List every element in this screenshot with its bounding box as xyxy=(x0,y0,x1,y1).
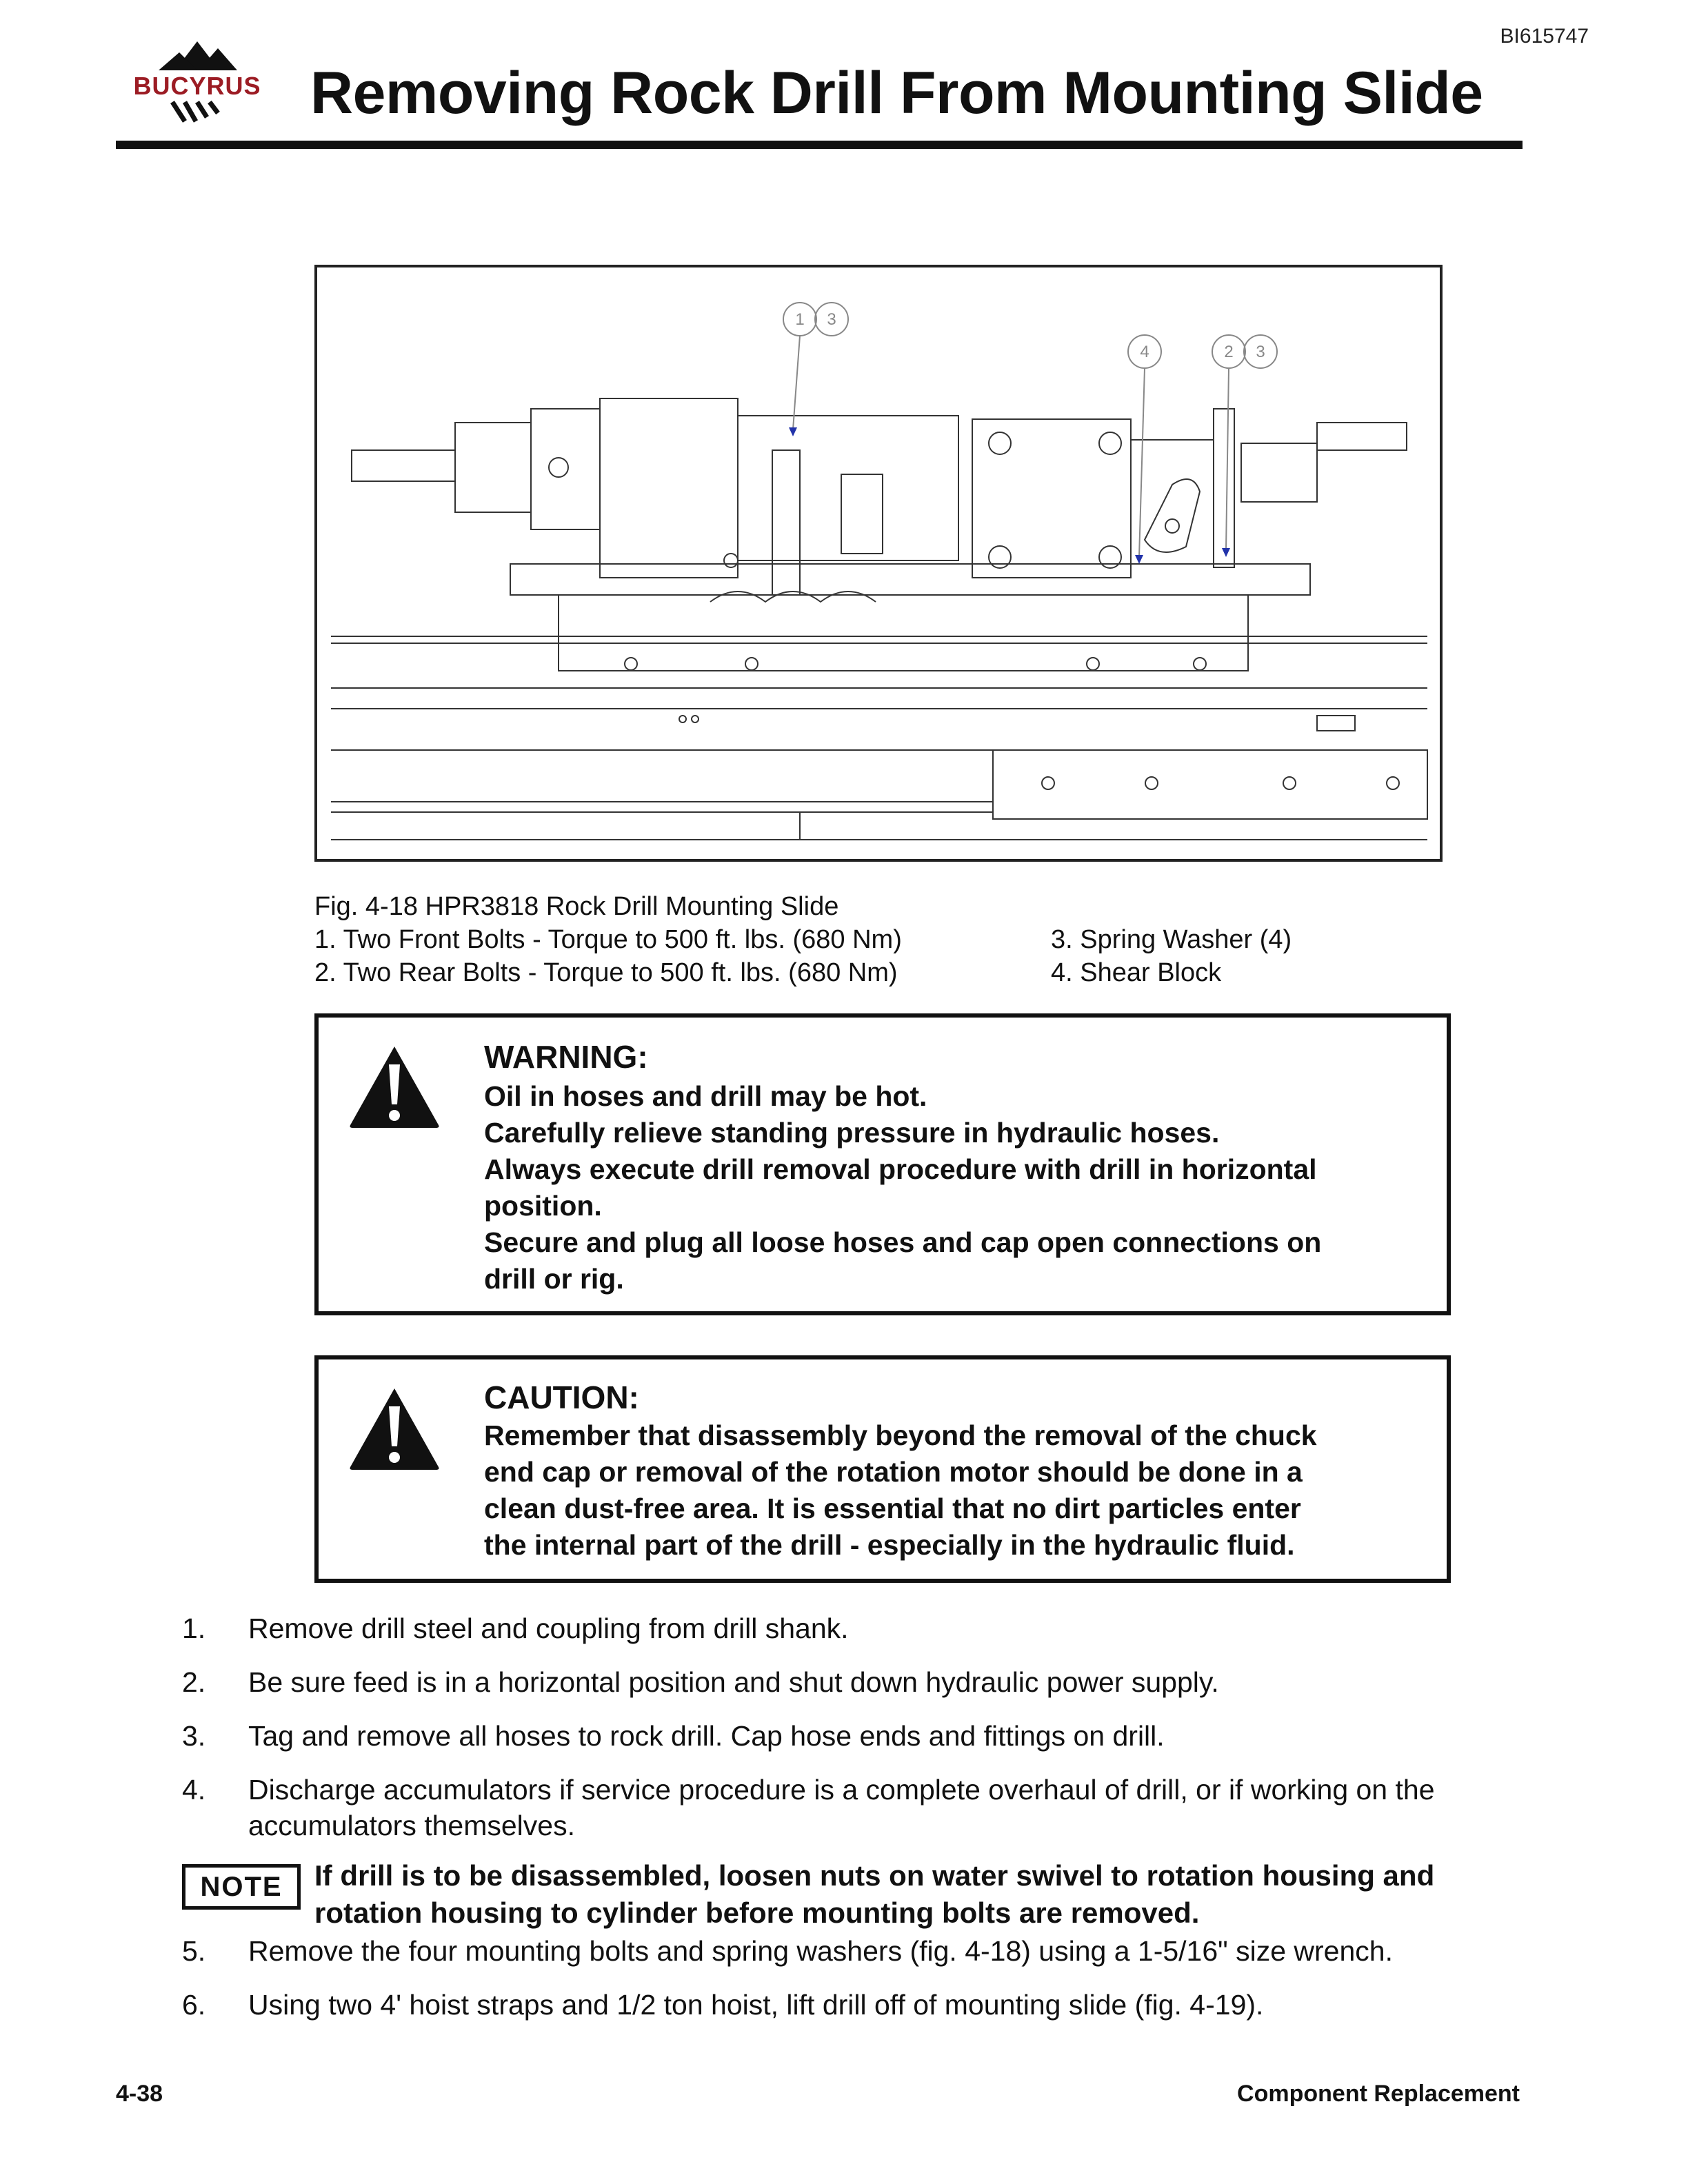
callout-1-label: 1 xyxy=(795,310,805,329)
warning-line: Secure and plug all loose hoses and cap open connections on xyxy=(484,1226,1322,1258)
warning-icon xyxy=(348,1044,441,1129)
step-text: Remove the four mounting bolts and spring washers (fig. 4-18) using a 1-5/16" size wrench. xyxy=(248,1935,1393,1967)
page-number: 4-38 xyxy=(116,2081,163,2107)
caution-line: Remember that disassembly beyond the removal of the chuck xyxy=(484,1419,1317,1451)
caution-line: the internal part of the drill - especially in the hydraulic fluid. xyxy=(484,1529,1295,1561)
drill-drawing xyxy=(317,267,1440,859)
note-text xyxy=(314,1857,1434,1932)
figure-drill-mounting-slide xyxy=(314,265,1443,862)
warning-line: Carefully relieve standing pressure in hydraulic hoses. xyxy=(484,1117,1220,1149)
step-text: Discharge accumulators if service procedure is a complete overhaul of drill, or if working on the xyxy=(248,1774,1435,1806)
logo-wordmark: BUCYRUS xyxy=(133,72,261,100)
warning-line: Oil in hoses and drill may be hot. xyxy=(484,1080,927,1112)
step-number: 4. xyxy=(182,1774,206,1806)
title-divider xyxy=(116,141,1523,149)
note-line: rotation housing to cylinder before mounting bolts are removed. xyxy=(314,1897,1200,1929)
caution-line: end cap or removal of the rotation motor should be done in a xyxy=(484,1456,1303,1488)
callout-3b-label: 3 xyxy=(1256,343,1265,361)
caution-line: clean dust-free area. It is essential that no dirt particles enter xyxy=(484,1493,1301,1524)
caution-box xyxy=(314,1355,1451,1583)
warning-line: Always execute drill removal procedure with drill in horizontal xyxy=(484,1153,1317,1185)
caution-title: CAUTION: xyxy=(484,1379,639,1415)
step-number: 6. xyxy=(182,1989,206,2021)
legend-item-4: 4. Shear Block xyxy=(1051,958,1222,987)
page-title: Removing Rock Drill From Mounting Slide xyxy=(310,60,1483,126)
warning-box xyxy=(314,1013,1451,1315)
step-text: Be sure feed is in a horizontal position and shut down hydraulic power supply. xyxy=(248,1666,1219,1698)
step-text: Remove drill steel and coupling from drill shank. xyxy=(248,1612,849,1644)
step-number: 3. xyxy=(182,1720,206,1752)
caution-text xyxy=(484,1417,1317,1564)
caption-title: Fig. 4-18 HPR3818 Rock Drill Mounting Slide xyxy=(314,892,839,921)
warning-title: WARNING: xyxy=(484,1039,648,1075)
caution-icon xyxy=(348,1386,441,1471)
document-id: BI615747 xyxy=(1500,25,1589,48)
note-badge: NOTE xyxy=(182,1864,301,1910)
callout-4-label: 4 xyxy=(1140,343,1149,361)
note-line: If drill is to be disassembled, loosen nuts on water swivel to rotation housing and xyxy=(314,1859,1435,1892)
step-text: Using two 4' hoist straps and 1/2 ton hoist, lift drill off of mounting slide (fig. 4-19). xyxy=(248,1989,1264,2021)
legend-item-2: 2. Two Rear Bolts - Torque to 500 ft. lbs. (680 Nm) xyxy=(314,958,898,987)
warning-text xyxy=(484,1078,1321,1297)
step-text: Tag and remove all hoses to rock drill. Cap hose ends and fittings on drill. xyxy=(248,1720,1165,1752)
callout-3-label: 3 xyxy=(827,310,836,329)
step-number: 5. xyxy=(182,1935,206,1967)
section-name: Component Replacement xyxy=(1237,2081,1520,2107)
warning-line: drill or rig. xyxy=(484,1263,624,1295)
step-text-continued: accumulators themselves. xyxy=(248,1810,575,1841)
bucyrus-logo xyxy=(116,36,279,139)
step-number: 2. xyxy=(182,1666,206,1698)
step-number: 1. xyxy=(182,1612,206,1644)
callout-2-label: 2 xyxy=(1224,343,1234,361)
legend-item-3: 3. Spring Washer (4) xyxy=(1051,925,1292,954)
warning-line: position. xyxy=(484,1190,602,1222)
legend-item-1: 1. Two Front Bolts - Torque to 500 ft. lbs. (680 Nm) xyxy=(314,925,902,954)
